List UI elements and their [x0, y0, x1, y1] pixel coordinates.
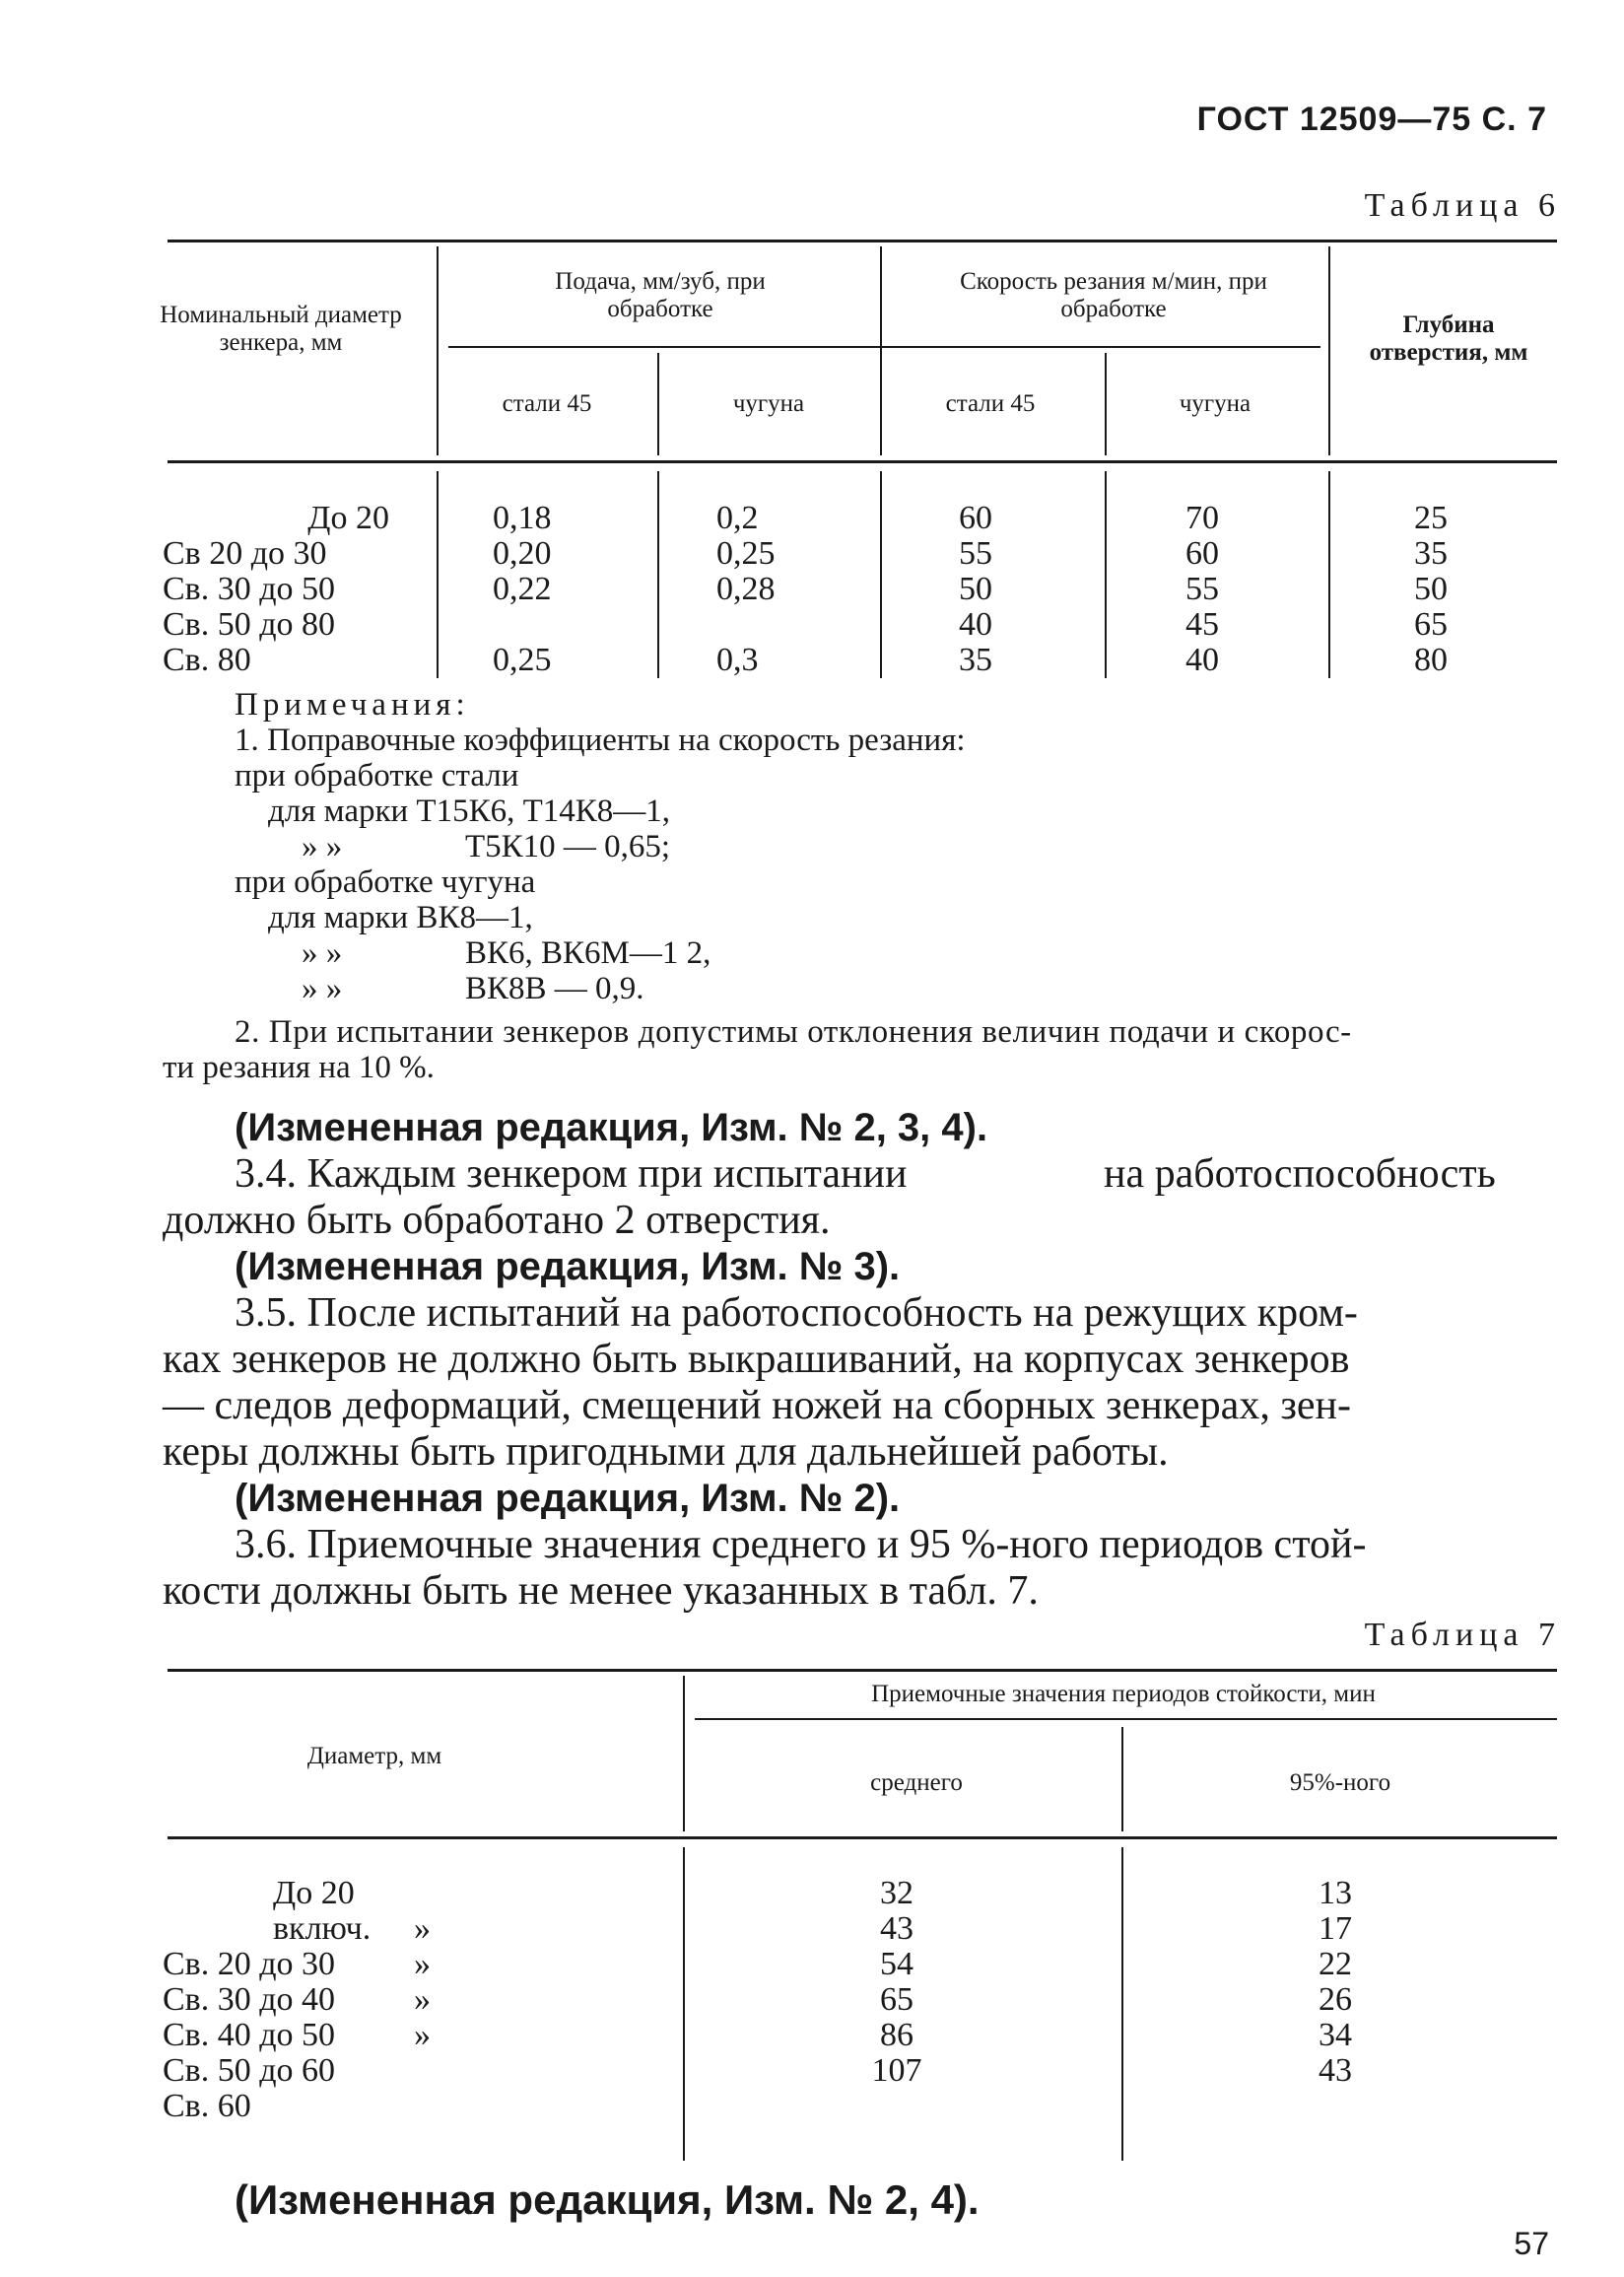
table-cell: » — [414, 1981, 431, 2018]
table-cell: 45 — [1185, 606, 1219, 643]
clause-3-5-line1: 3.5. После испытаний на работоспособность на режущих кром- — [235, 1290, 1358, 1336]
table6-vline — [1328, 246, 1330, 455]
table6-caption: Таблица 6 — [1364, 187, 1561, 224]
table7-vline — [683, 1676, 685, 1831]
page-number: 57 — [1514, 2226, 1549, 2261]
table-cell: 0,28 — [716, 571, 776, 607]
table6-col-depth: Глубина отверстия, мм — [1369, 311, 1528, 366]
table-cell: 43 — [1319, 2052, 1352, 2089]
table7-sub-95: 95%-ного — [1289, 1769, 1391, 1796]
table-cell: 65 — [880, 1981, 914, 2018]
table-cell: 25 — [1414, 500, 1448, 536]
table-cell: Св. 30 до 40 — [163, 1981, 336, 2018]
table-cell: 26 — [1319, 1981, 1352, 2018]
table6-col-speed-steel-values — [936, 501, 1015, 678]
table-cell: Св. 50 до 80 — [163, 606, 336, 643]
table7-col-mean-values — [847, 1876, 946, 2089]
table6-col-feed-iron-values — [716, 501, 864, 678]
table-cell: Св. 60 — [163, 2088, 251, 2124]
note-2-line2: ти резания на 10 %. — [163, 1050, 435, 1085]
table-cell: До 20 — [307, 500, 389, 536]
table7-top-rule — [168, 1669, 1557, 1672]
table-cell: 0,22 — [493, 571, 552, 607]
table7-ditto-marks — [414, 1876, 453, 2089]
table-cell: Св. 40 до 50 — [163, 2017, 336, 2053]
table-cell: 60 — [959, 500, 992, 536]
table7-vline — [683, 1847, 685, 2161]
table-cell: 35 — [959, 642, 992, 678]
table6-vline — [657, 353, 659, 455]
note-1-iron-c: ВК8В — 0,9. — [465, 971, 644, 1006]
note-1-iron-b-ditto: » » — [302, 935, 343, 971]
table-cell: 50 — [959, 571, 992, 607]
table6-col-feed-steel-values — [493, 501, 641, 678]
table6-sub-speed-steel: стали 45 — [945, 390, 1036, 417]
table-cell: 55 — [1185, 571, 1219, 607]
table6-vline — [657, 471, 659, 678]
table7-caption: Таблица 7 — [1364, 1617, 1561, 1653]
note-1-iron-b: ВК6, ВК6М—1 2, — [465, 935, 711, 971]
clause-3-6-line2: кости должны быть не менее указанных в табл. 7. — [163, 1568, 1039, 1614]
table6-sub-feed-iron: чугуна — [732, 390, 805, 417]
note-2-line1: 2. При испытании зенкеров допустимы отклонения величин подачи и скорос- — [235, 1014, 1352, 1050]
table-cell: 0,25 — [493, 642, 552, 678]
table-cell: 35 — [1414, 535, 1448, 572]
table6-group-feed: Подача, мм/зуб, при обработке — [555, 268, 766, 322]
table6-vline — [437, 471, 439, 678]
table-cell: 54 — [880, 1946, 914, 1982]
clause-3-5-line4: керы должны быть пригодными для дальнейшей работы. — [163, 1429, 1169, 1475]
note-1: 1. Поправочные коэффициенты на скорость резания: — [235, 723, 966, 758]
table-cell: До 20 включ. — [273, 1875, 372, 1947]
table-cell: 0,2 — [716, 500, 759, 536]
amendment-note-4: (Измененная редакция, Изм. № 2, 4). — [235, 2176, 980, 2223]
table-cell — [414, 1876, 453, 1911]
notes-title: Примечания: — [235, 687, 470, 723]
table6-vline — [1328, 471, 1330, 678]
table7-sub-mean: среднего — [870, 1769, 963, 1796]
note-1-steel-a: для марки Т15К6, Т14К8—1, — [268, 794, 671, 829]
table-cell: 34 — [1319, 2017, 1352, 2053]
table-cell: 17 — [1319, 1910, 1352, 1947]
note-1-iron-c-ditto: » » — [302, 971, 343, 1006]
table6-header-rule — [168, 460, 1557, 463]
table-cell: 0,20 — [493, 535, 552, 572]
table-cell: 65 — [1414, 606, 1448, 643]
clause-3-5-line2: ках зенкеров не должно быть выкрашиваний, на корпусах зенкеров — [163, 1337, 1350, 1382]
note-1-steel: при обработке стали — [235, 758, 519, 794]
table-cell: 0,3 — [716, 642, 759, 678]
table6-group-speed: Скорость резания м/мин, при обработке — [960, 268, 1267, 322]
table-cell — [716, 607, 864, 643]
table-cell: 80 — [1414, 642, 1448, 678]
table-cell: 0,25 — [716, 535, 776, 572]
table6-top-rule — [168, 240, 1557, 242]
table-cell: » — [414, 1946, 431, 1982]
table-cell: Св. 20 до 30 — [163, 1946, 336, 1982]
amendment-note-1: (Измененная редакция, Изм. № 2, 3, 4). — [235, 1106, 988, 1149]
table7-vline — [1121, 1727, 1123, 1831]
table6-subheader-rule — [448, 346, 1320, 348]
table-cell: 32 — [880, 1875, 914, 1911]
table-cell — [414, 2053, 453, 2089]
table7-vline — [1121, 1847, 1123, 2161]
table6-col-depth-values — [1391, 501, 1470, 678]
table-cell — [493, 607, 641, 643]
table7-header-rule — [168, 1836, 1557, 1839]
table-cell: 0,18 — [493, 500, 552, 536]
clause-3-6-line1: 3.6. Приемочные значения среднего и 95 %-ного периодов стой- — [235, 1522, 1367, 1567]
table-cell: 43 — [880, 1910, 914, 1947]
table6-col-diameter-values — [163, 501, 389, 678]
amendment-note-2: (Измененная редакция, Изм. № 3). — [235, 1245, 901, 1288]
clause-3-4-line2: должно быть обработано 2 отверстия. — [163, 1198, 831, 1243]
table-cell: Св 20 до 30 — [163, 535, 327, 572]
table-cell: 70 — [1185, 500, 1219, 536]
note-1-iron: при обработке чугуна — [235, 864, 536, 900]
table-cell: » — [414, 2017, 431, 2053]
table6-col-diameter: Номинальный диаметр зенкера, мм — [160, 302, 402, 356]
table6-vline — [1105, 353, 1107, 455]
table-cell: Св. 80 — [163, 642, 251, 678]
table6-vline — [880, 246, 882, 455]
clause-3-4-line1a: 3.4. Каждым зенкером при испытании — [235, 1151, 908, 1197]
table6-vline — [1105, 471, 1107, 678]
table-cell: 40 — [959, 606, 992, 643]
table6-vline — [880, 471, 882, 678]
note-1-iron-a: для марки ВК8—1, — [268, 900, 533, 935]
table7-subheader-rule — [695, 1718, 1557, 1720]
table6-vline — [437, 246, 439, 455]
table6-col-speed-iron-values — [1163, 501, 1242, 678]
note-1-steel-b: Т5К10 — 0,65; — [465, 829, 671, 864]
page-header: ГОСТ 12509—75 С. 7 — [1196, 101, 1547, 138]
table-cell: Св. 30 до 50 — [163, 571, 336, 607]
table-cell: 86 — [880, 2017, 914, 2053]
table7-col-diameter: Диаметр, мм — [306, 1743, 442, 1769]
table6-sub-feed-steel: стали 45 — [502, 390, 592, 417]
note-1-steel-b-ditto: » » — [302, 829, 343, 864]
table-cell: 40 — [1185, 642, 1219, 678]
table-cell: 22 — [1319, 1946, 1352, 1982]
clause-3-5-line3: — следов деформаций, смещений ножей на сборных зенкерах, зен- — [163, 1383, 1352, 1428]
table-cell: » — [414, 1910, 431, 1947]
table-cell: 50 — [1414, 571, 1448, 607]
table-cell: 13 — [1319, 1875, 1352, 1911]
table-cell: Св. 50 до 60 — [163, 2052, 336, 2089]
table7-group: Приемочные значения периодов стойкости, мин — [871, 1681, 1376, 1707]
amendment-note-3: (Измененная редакция, Изм. № 2). — [235, 1477, 901, 1520]
table6-sub-speed-iron: чугуна — [1179, 390, 1252, 417]
table-cell: 107 — [871, 2052, 922, 2089]
table-cell: 60 — [1185, 535, 1219, 572]
table7-col-95-values — [1286, 1876, 1385, 2089]
table-cell: 55 — [959, 535, 992, 572]
clause-3-4-line1b: на работоспособность — [1104, 1151, 1496, 1197]
